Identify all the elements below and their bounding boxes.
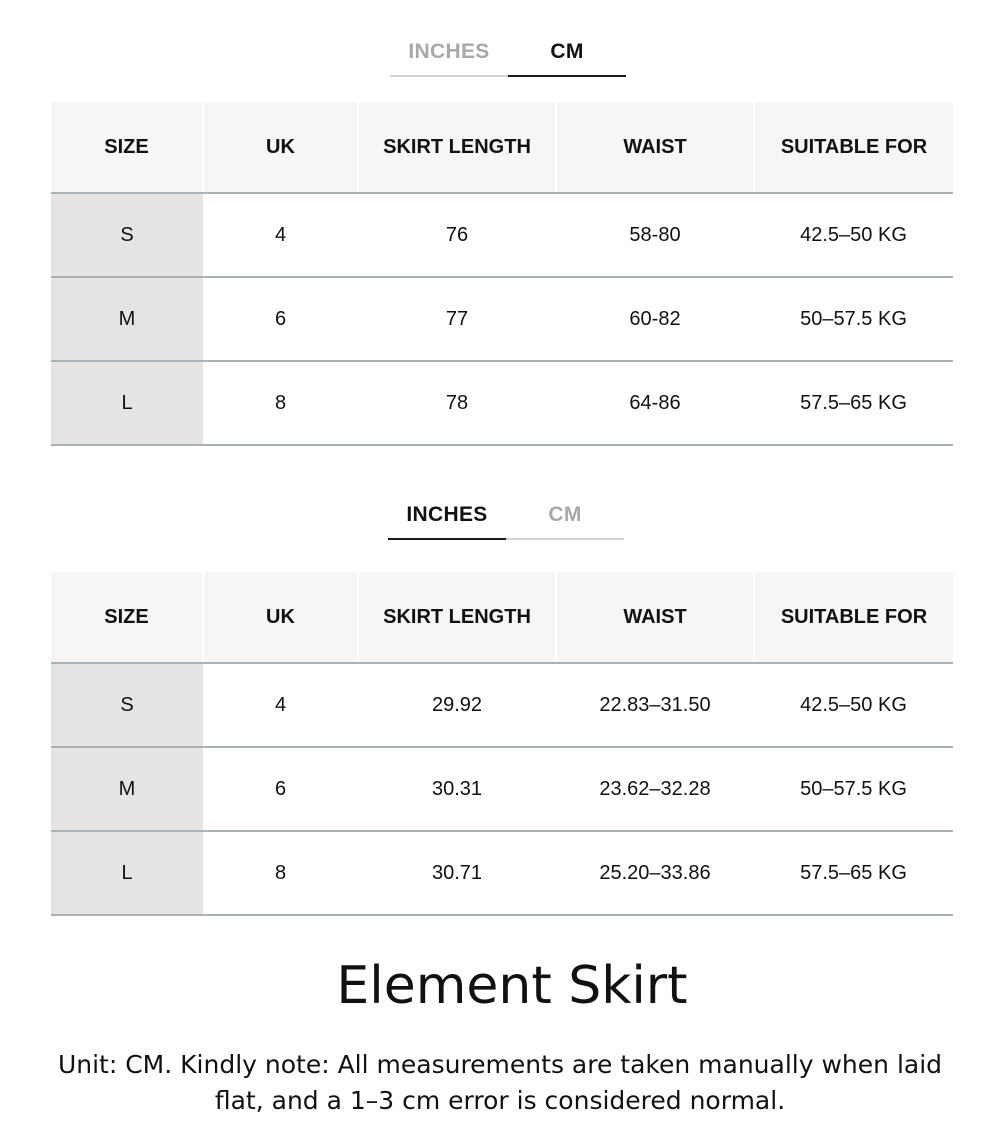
- table-header-row: [51, 572, 953, 663]
- uk-cell: 8: [203, 831, 358, 915]
- suitable-for-cell: 42.5–50 KG: [754, 193, 953, 277]
- suitable-for-cell: 57.5–65 KG: [754, 361, 953, 445]
- suitable-for-cell: 42.5–50 KG: [754, 663, 953, 747]
- size-cell: S: [51, 663, 203, 747]
- waist-cell: 64-86: [556, 361, 754, 445]
- waist-cell: 23.62–32.28: [556, 747, 754, 831]
- header-suitable-for: SUITABLE FOR: [754, 572, 953, 663]
- header-size: SIZE: [51, 102, 203, 193]
- table-row: [51, 193, 953, 277]
- tab-cm[interactable]: CM: [508, 40, 626, 77]
- skirt-length-cell: 30.31: [358, 747, 556, 831]
- product-title: Element Skirt: [336, 956, 688, 1016]
- size-table-inches: [51, 572, 953, 916]
- header-size: SIZE: [51, 572, 203, 663]
- uk-cell: 6: [203, 747, 358, 831]
- header-waist: WAIST: [556, 572, 754, 663]
- uk-cell: 4: [203, 193, 358, 277]
- header-skirt-length: SKIRT LENGTH: [358, 102, 556, 193]
- table-header-row: [51, 102, 953, 193]
- uk-cell: 8: [203, 361, 358, 445]
- uk-cell: 6: [203, 277, 358, 361]
- waist-cell: 58-80: [556, 193, 754, 277]
- size-cell: M: [51, 747, 203, 831]
- unit-tabs-bottom: [388, 503, 624, 540]
- suitable-for-cell: 50–57.5 KG: [754, 277, 953, 361]
- header-uk: UK: [203, 572, 358, 663]
- tab-inches[interactable]: INCHES: [390, 40, 508, 77]
- tab-inches[interactable]: INCHES: [388, 503, 506, 540]
- table-row: [51, 663, 953, 747]
- suitable-for-cell: 50–57.5 KG: [754, 747, 953, 831]
- skirt-length-cell: 78: [358, 361, 556, 445]
- size-table-cm: [51, 102, 953, 446]
- tab-cm[interactable]: CM: [506, 503, 624, 540]
- suitable-for-cell: 57.5–65 KG: [754, 831, 953, 915]
- skirt-length-cell: 29.92: [358, 663, 556, 747]
- size-cell: L: [51, 361, 203, 445]
- header-uk: UK: [203, 102, 358, 193]
- table-row: [51, 277, 953, 361]
- unit-tabs-top: [390, 40, 626, 77]
- size-cell: S: [51, 193, 203, 277]
- size-cell: M: [51, 277, 203, 361]
- table-row: [51, 361, 953, 445]
- skirt-length-cell: 30.71: [358, 831, 556, 915]
- table-row: [51, 747, 953, 831]
- header-suitable-for: SUITABLE FOR: [754, 102, 953, 193]
- header-skirt-length: SKIRT LENGTH: [358, 572, 556, 663]
- waist-cell: 25.20–33.86: [556, 831, 754, 915]
- uk-cell: 4: [203, 663, 358, 747]
- waist-cell: 22.83–31.50: [556, 663, 754, 747]
- skirt-length-cell: 77: [358, 277, 556, 361]
- header-waist: WAIST: [556, 102, 754, 193]
- table-row: [51, 831, 953, 915]
- skirt-length-cell: 76: [358, 193, 556, 277]
- measurement-note: Unit: CM. Kindly note: All measurements are taken manually when laid flat, and a 1–3 cm error is considered normal.: [57, 1050, 943, 1115]
- waist-cell: 60-82: [556, 277, 754, 361]
- size-cell: L: [51, 831, 203, 915]
